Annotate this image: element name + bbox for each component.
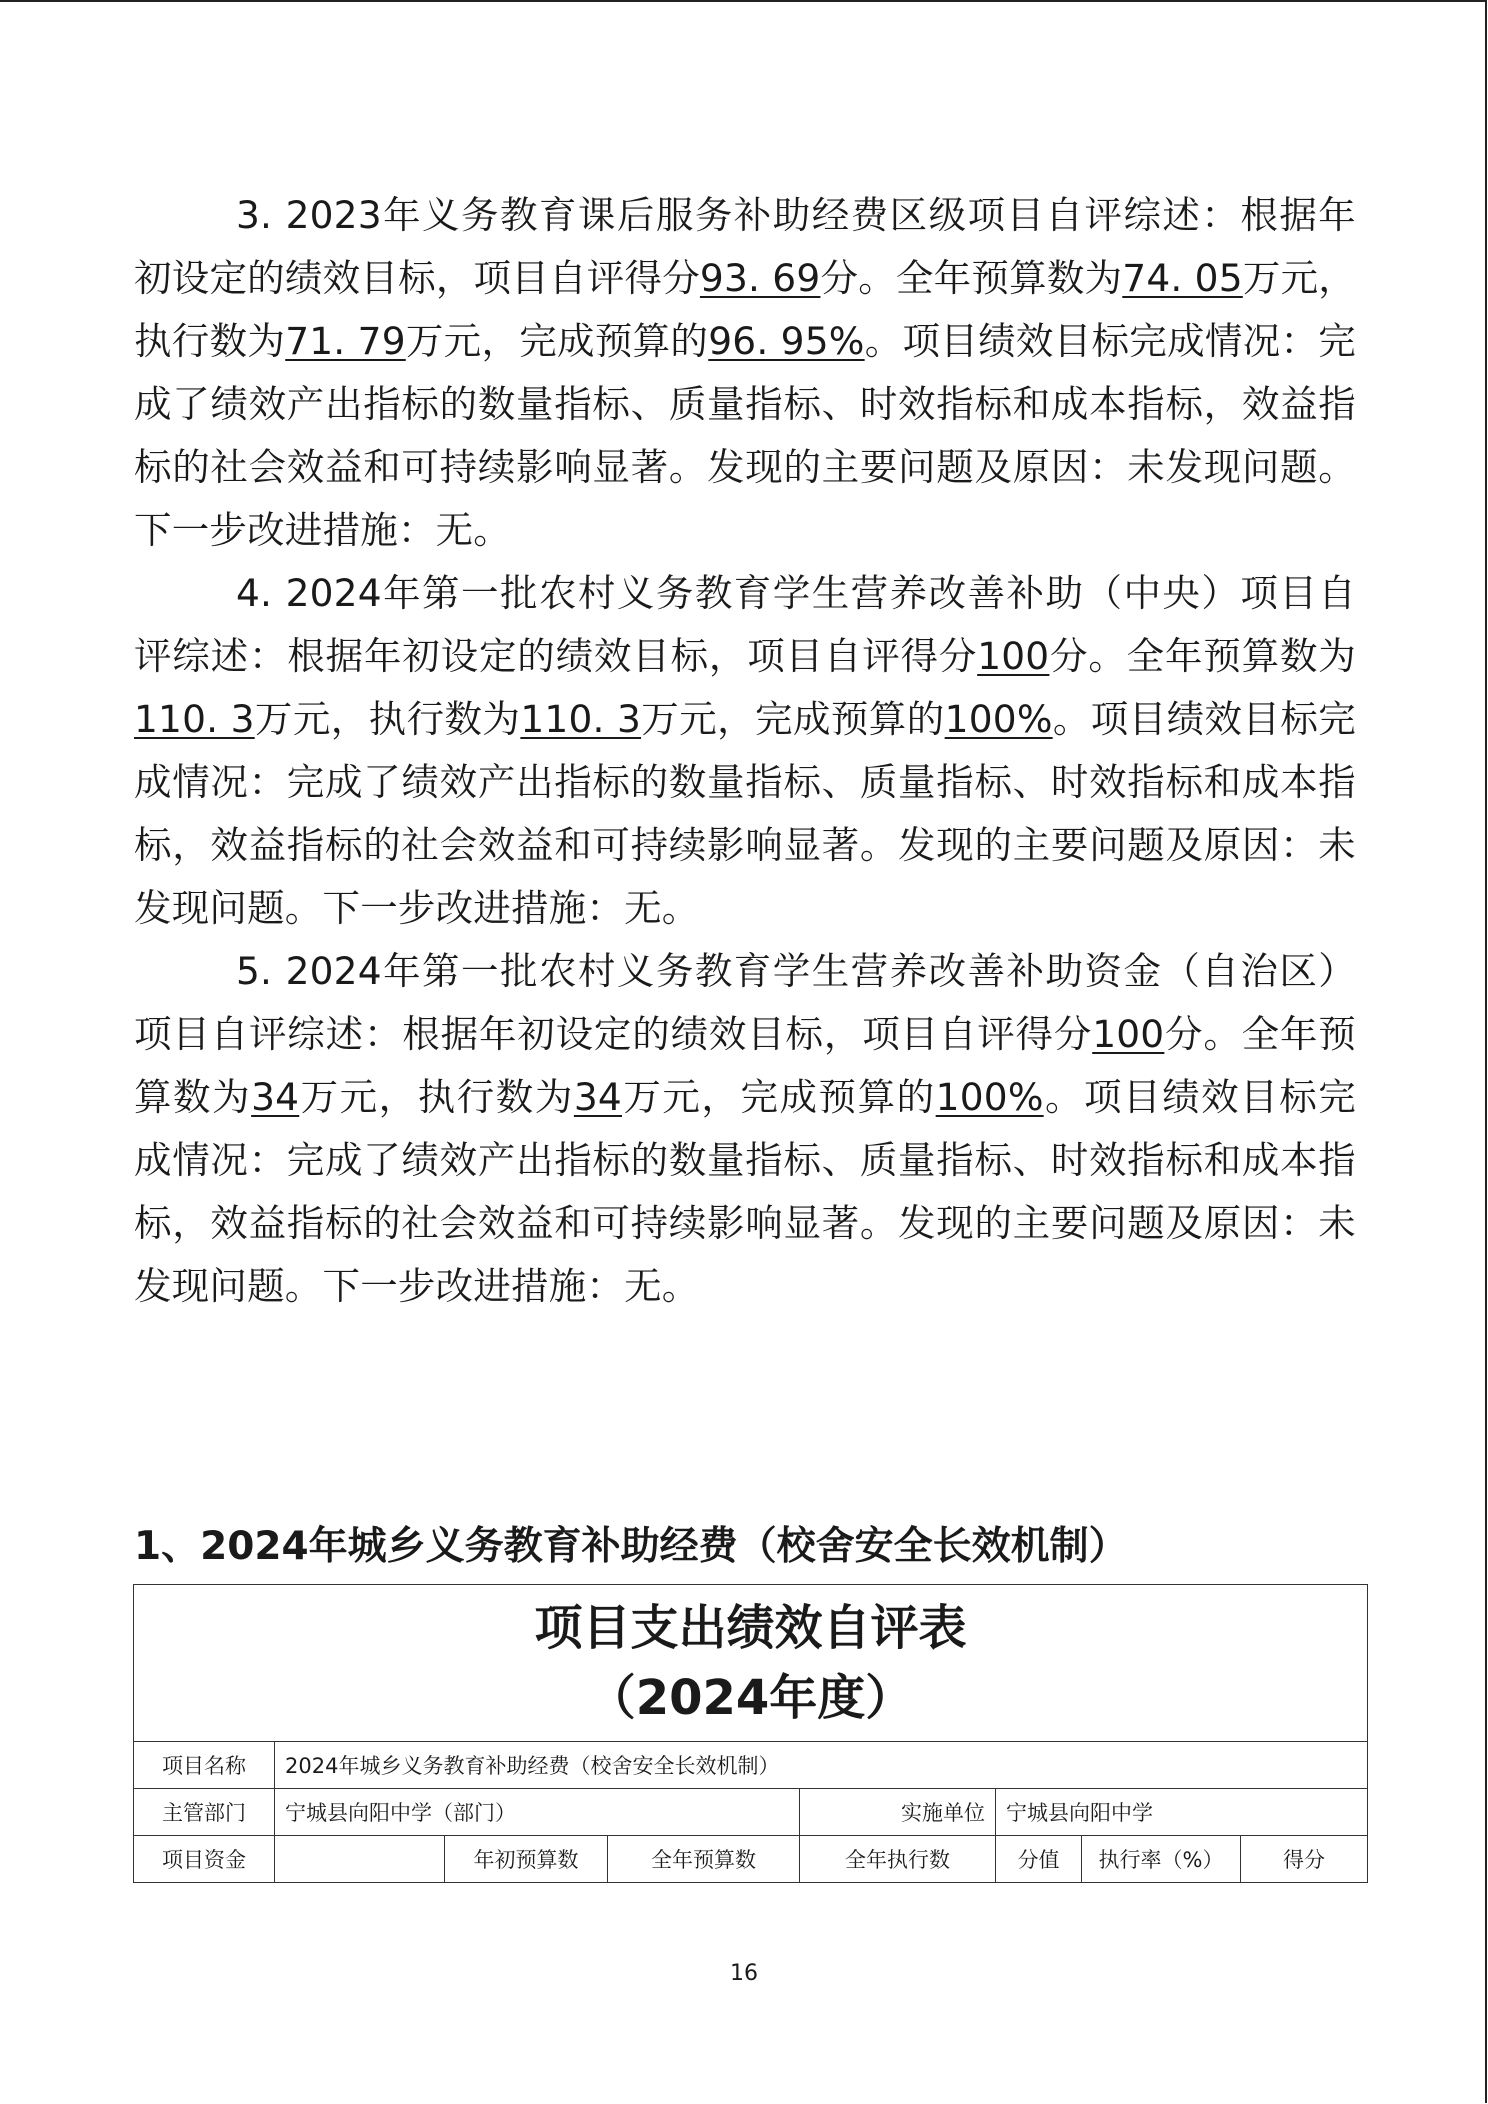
- paragraph-item-4: 4. 2024年第一批农村义务教育学生营养改善补助（中央）项目自评综述：根据年初设定的绩效目标，项目自评得分100分。全年预算数为110. 3万元，执行数为110. 3万元，完成预算的100%。项目绩效目标完成情况：完成了绩效产出指标的数量指标、质量指标、时效指标和成本指标，效益指标的社会效益和可持续影响显著。发现的主要问题及原因：未发现问题。下一步改进措施：无。: [134, 571, 1357, 930]
- completion-rate: 100%: [944, 697, 1053, 741]
- impl-value: 宁城县向阳中学: [996, 1789, 1368, 1836]
- table-row: [134, 1789, 1368, 1836]
- budget-value: 74. 05: [1122, 256, 1243, 300]
- body-text: [134, 184, 1356, 1318]
- budget-value: 110. 3: [134, 697, 255, 741]
- page-number: 16: [730, 1961, 758, 1986]
- dept-label: 主管部门: [134, 1789, 275, 1836]
- funds-label: 项目资金: [134, 1836, 275, 1883]
- col-annual-budget: 全年预算数: [608, 1836, 800, 1883]
- completion-rate: 100%: [935, 1075, 1044, 1119]
- paragraph-item-5: 5. 2024年第一批农村义务教育学生营养改善补助资金（自治区）项目自评综述：根据年初设定的绩效目标，项目自评得分100分。全年预算数为34万元，执行数为34万元，完成预算的100%。项目绩效目标完成情况：完成了绩效产出指标的数量指标、质量指标、时效指标和成本指标，效益指标的社会效益和可持续影响显著。发现的主要问题及原因：未发现问题。下一步改进措施：无。: [134, 949, 1357, 1308]
- col-initial-budget: 年初预算数: [445, 1836, 608, 1883]
- completion-rate: 96. 95%: [708, 319, 865, 363]
- score-value: 100: [1092, 1012, 1165, 1056]
- executed-value: 110. 3: [520, 697, 642, 741]
- col-score: 得分: [1241, 1836, 1368, 1883]
- executed-value: 71. 79: [285, 319, 406, 363]
- col-exec-rate: 执行率（%）: [1082, 1836, 1241, 1883]
- project-name-label: 项目名称: [134, 1742, 275, 1789]
- table-year: （2024年度）: [587, 1670, 914, 1726]
- section-heading: 1、2024年城乡义务教育补助经费（校舍安全长效机制）: [134, 1524, 1128, 1569]
- table-title-cell: [134, 1585, 1368, 1742]
- col-points: 分值: [996, 1836, 1082, 1883]
- dept-value: 宁城县向阳中学（部门）: [275, 1789, 800, 1836]
- score-value: 100: [977, 634, 1050, 678]
- table-row: [134, 1836, 1368, 1883]
- table-title: 项目支出绩效自评表: [534, 1600, 967, 1656]
- score-value: 93. 69: [699, 256, 821, 300]
- impl-label: 实施单位: [800, 1789, 996, 1836]
- table-row: [134, 1742, 1368, 1789]
- self-evaluation-table: [133, 1584, 1368, 1883]
- empty-cell: [275, 1836, 445, 1883]
- col-annual-executed: 全年执行数: [800, 1836, 996, 1883]
- project-name-value: 2024年城乡义务教育补助经费（校舍安全长效机制）: [275, 1742, 1368, 1789]
- budget-value: 34: [251, 1075, 300, 1119]
- paragraph-item-3: 3. 2023年义务教育课后服务补助经费区级项目自评综述：根据年初设定的绩效目标，项目自评得分93. 69分。全年预算数为74. 05万元，执行数为71. 79万元，完成预算的96. 95%。项目绩效目标完成情况：完成了绩效产出指标的数量指标、质量指标、时效指标和成本指标，效益指标的社会效益和可持续影响显著。发现的主要问题及原因：未发现问题。下一步改进措施：无。: [134, 193, 1356, 552]
- executed-value: 34: [573, 1075, 622, 1119]
